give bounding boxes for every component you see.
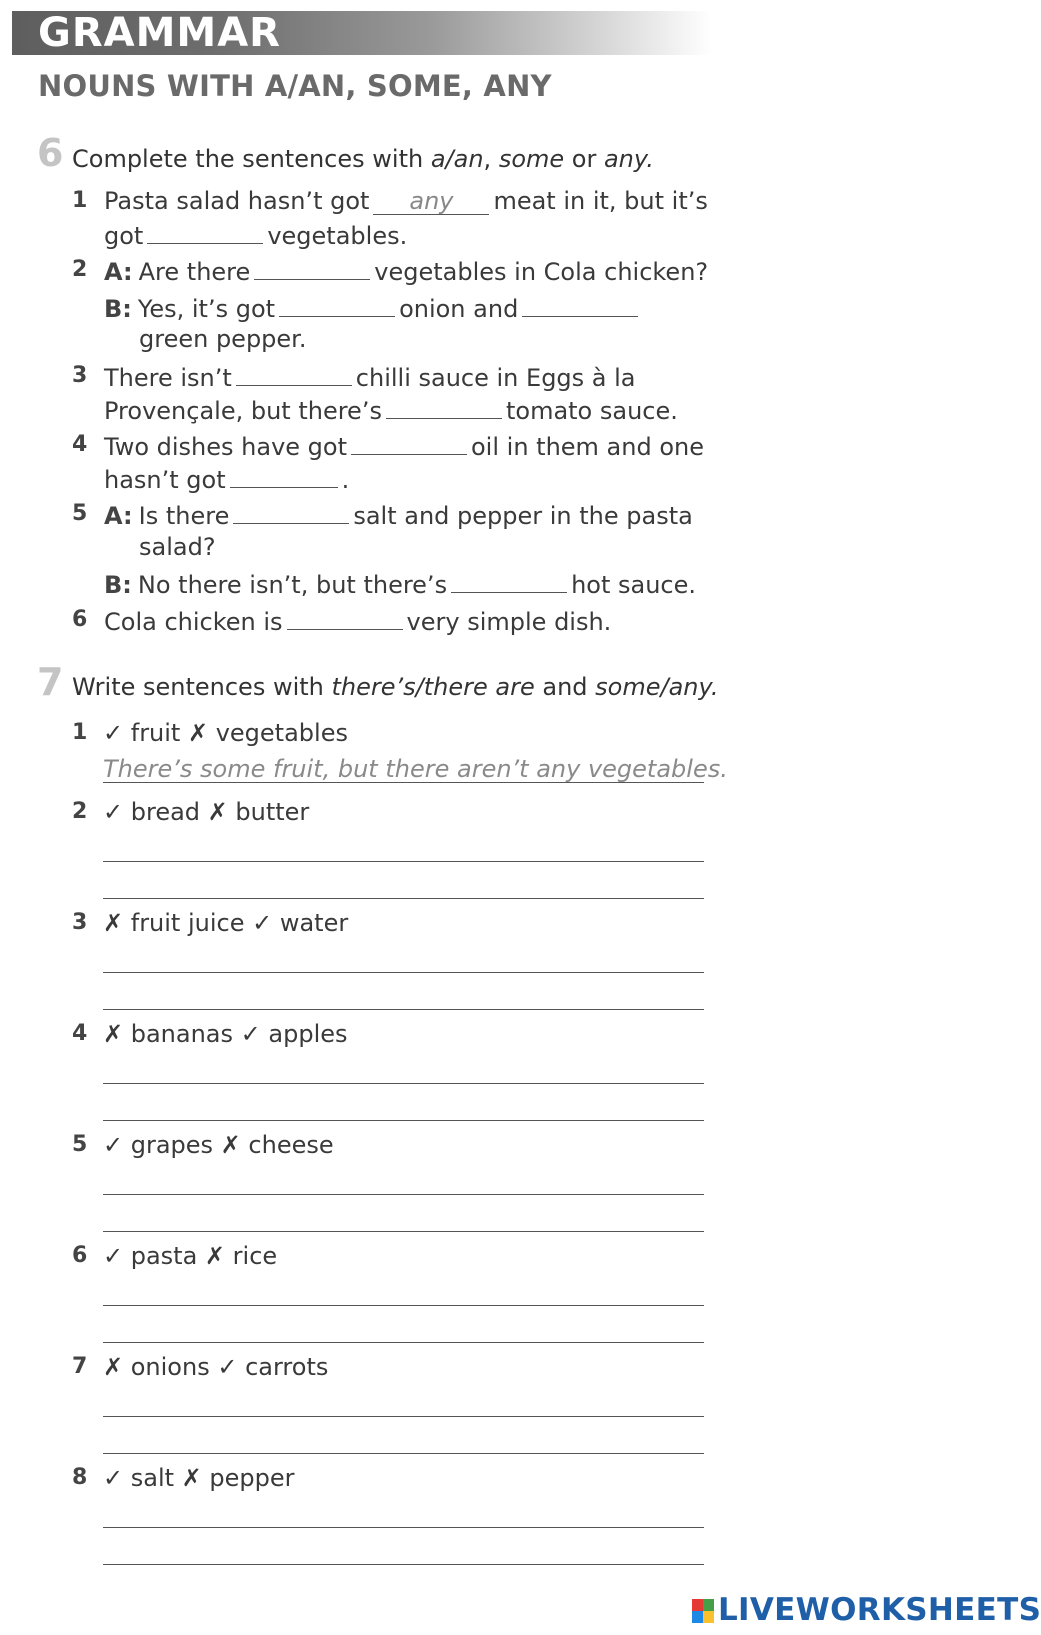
answer-line[interactable] <box>103 1009 704 1010</box>
exercise-7-instruction: Write sentences with there’s/there are and some/any. <box>72 673 719 701</box>
answer-line[interactable] <box>103 1231 704 1232</box>
answer-line[interactable] <box>103 1564 704 1565</box>
item-number: 1 <box>72 188 88 213</box>
section-title: GRAMMAR <box>38 10 281 56</box>
answer-line[interactable] <box>103 1194 704 1195</box>
prompt-7-5: ✓ grapes ✗ cheese <box>103 1131 334 1159</box>
liveworksheets-logo-icon <box>692 1599 714 1623</box>
exercise-7-number: 7 <box>37 660 64 704</box>
sentence-4-line-2: hasn’t got . <box>104 461 349 497</box>
sentence-2-line-3: green pepper. <box>139 325 307 353</box>
prompt-7-7: ✗ onions ✓ carrots <box>103 1353 329 1381</box>
answer-line[interactable] <box>103 898 704 899</box>
blank-5a[interactable] <box>233 497 349 524</box>
blank-4a[interactable] <box>351 428 467 455</box>
answer-line[interactable] <box>103 1416 704 1417</box>
blank-3b[interactable] <box>386 392 502 419</box>
answer-line[interactable] <box>103 1527 704 1528</box>
blank-1b[interactable] <box>147 217 263 244</box>
logo-square-blue <box>692 1611 703 1623</box>
sentence-2-line-1: A: Are there vegetables in Cola chicken? <box>104 253 708 289</box>
prompt-7-2: ✓ bread ✗ butter <box>103 798 310 826</box>
item-number: 4 <box>72 1021 88 1046</box>
sentence-2-line-2: B: Yes, it’s got onion and <box>104 290 642 326</box>
prompt-7-1: ✓ fruit ✗ vegetables <box>103 719 348 747</box>
sentence-4-line-1: Two dishes have got oil in them and one <box>104 428 704 464</box>
item-number: 4 <box>72 432 88 457</box>
sentence-3-line-2: Provençale, but there’s tomato sauce. <box>104 392 678 428</box>
item-number: 1 <box>72 720 88 745</box>
prompt-7-3: ✗ fruit juice ✓ water <box>103 909 349 937</box>
item-number: 3 <box>72 910 88 935</box>
answer-line[interactable] <box>103 1342 704 1343</box>
item-number: 5 <box>72 501 88 526</box>
sentence-5-line-1: A: Is there salt and pepper in the pasta <box>104 497 693 533</box>
blank-2c[interactable] <box>522 290 638 317</box>
sentence-5-line-2: salad? <box>139 533 216 561</box>
sentence-5-line-3: B: No there isn’t, but there’s hot sauce. <box>104 566 696 602</box>
sentence-3-line-1: There isn’t chilli sauce in Eggs à la <box>104 359 636 395</box>
sentence-6-line-1: Cola chicken is very simple dish. <box>104 603 611 639</box>
answer-line[interactable] <box>103 1453 704 1454</box>
blank-5b[interactable] <box>451 566 567 593</box>
blank-2b[interactable] <box>279 290 395 317</box>
section-subtitle: NOUNS WITH A/AN, SOME, ANY <box>38 69 552 103</box>
answer-line[interactable] <box>103 1120 704 1121</box>
item-number: 6 <box>72 607 88 632</box>
item-number: 6 <box>72 1243 88 1268</box>
blank-1a-example: any <box>373 188 489 215</box>
prompt-7-6: ✓ pasta ✗ rice <box>103 1242 278 1270</box>
item-number: 5 <box>72 1132 88 1157</box>
blank-4b[interactable] <box>230 461 338 488</box>
item-number: 7 <box>72 1354 88 1379</box>
item-number: 8 <box>72 1465 88 1490</box>
item-number: 2 <box>72 257 88 282</box>
prompt-7-4: ✗ bananas ✓ apples <box>103 1020 348 1048</box>
blank-3a[interactable] <box>236 359 352 386</box>
exercise-6-number: 6 <box>37 131 64 175</box>
blank-2a[interactable] <box>254 253 370 280</box>
exercise-6-instruction: Complete the sentences with a/an, some or any. <box>72 145 654 173</box>
answer-line <box>103 782 704 783</box>
blank-6a[interactable] <box>287 603 403 630</box>
logo-square-red <box>692 1599 703 1611</box>
answer-line[interactable] <box>103 972 704 973</box>
logo-square-green <box>703 1599 714 1611</box>
answer-line[interactable] <box>103 1083 704 1084</box>
item-number: 3 <box>72 363 88 388</box>
sentence-1-line-2: got vegetables. <box>104 217 407 253</box>
example-answer: There’s some fruit, but there aren’t any vegetables. <box>103 755 728 783</box>
sentence-1-line-1: Pasta salad hasn’t got any meat in it, but it’s <box>104 187 708 215</box>
answer-line[interactable] <box>103 1305 704 1306</box>
answer-line[interactable] <box>103 861 704 862</box>
prompt-7-8: ✓ salt ✗ pepper <box>103 1464 295 1492</box>
item-number: 2 <box>72 799 88 824</box>
liveworksheets-logo[interactable]: LIVEWORKSHEETS <box>718 1592 1041 1628</box>
logo-square-yellow <box>703 1611 714 1623</box>
